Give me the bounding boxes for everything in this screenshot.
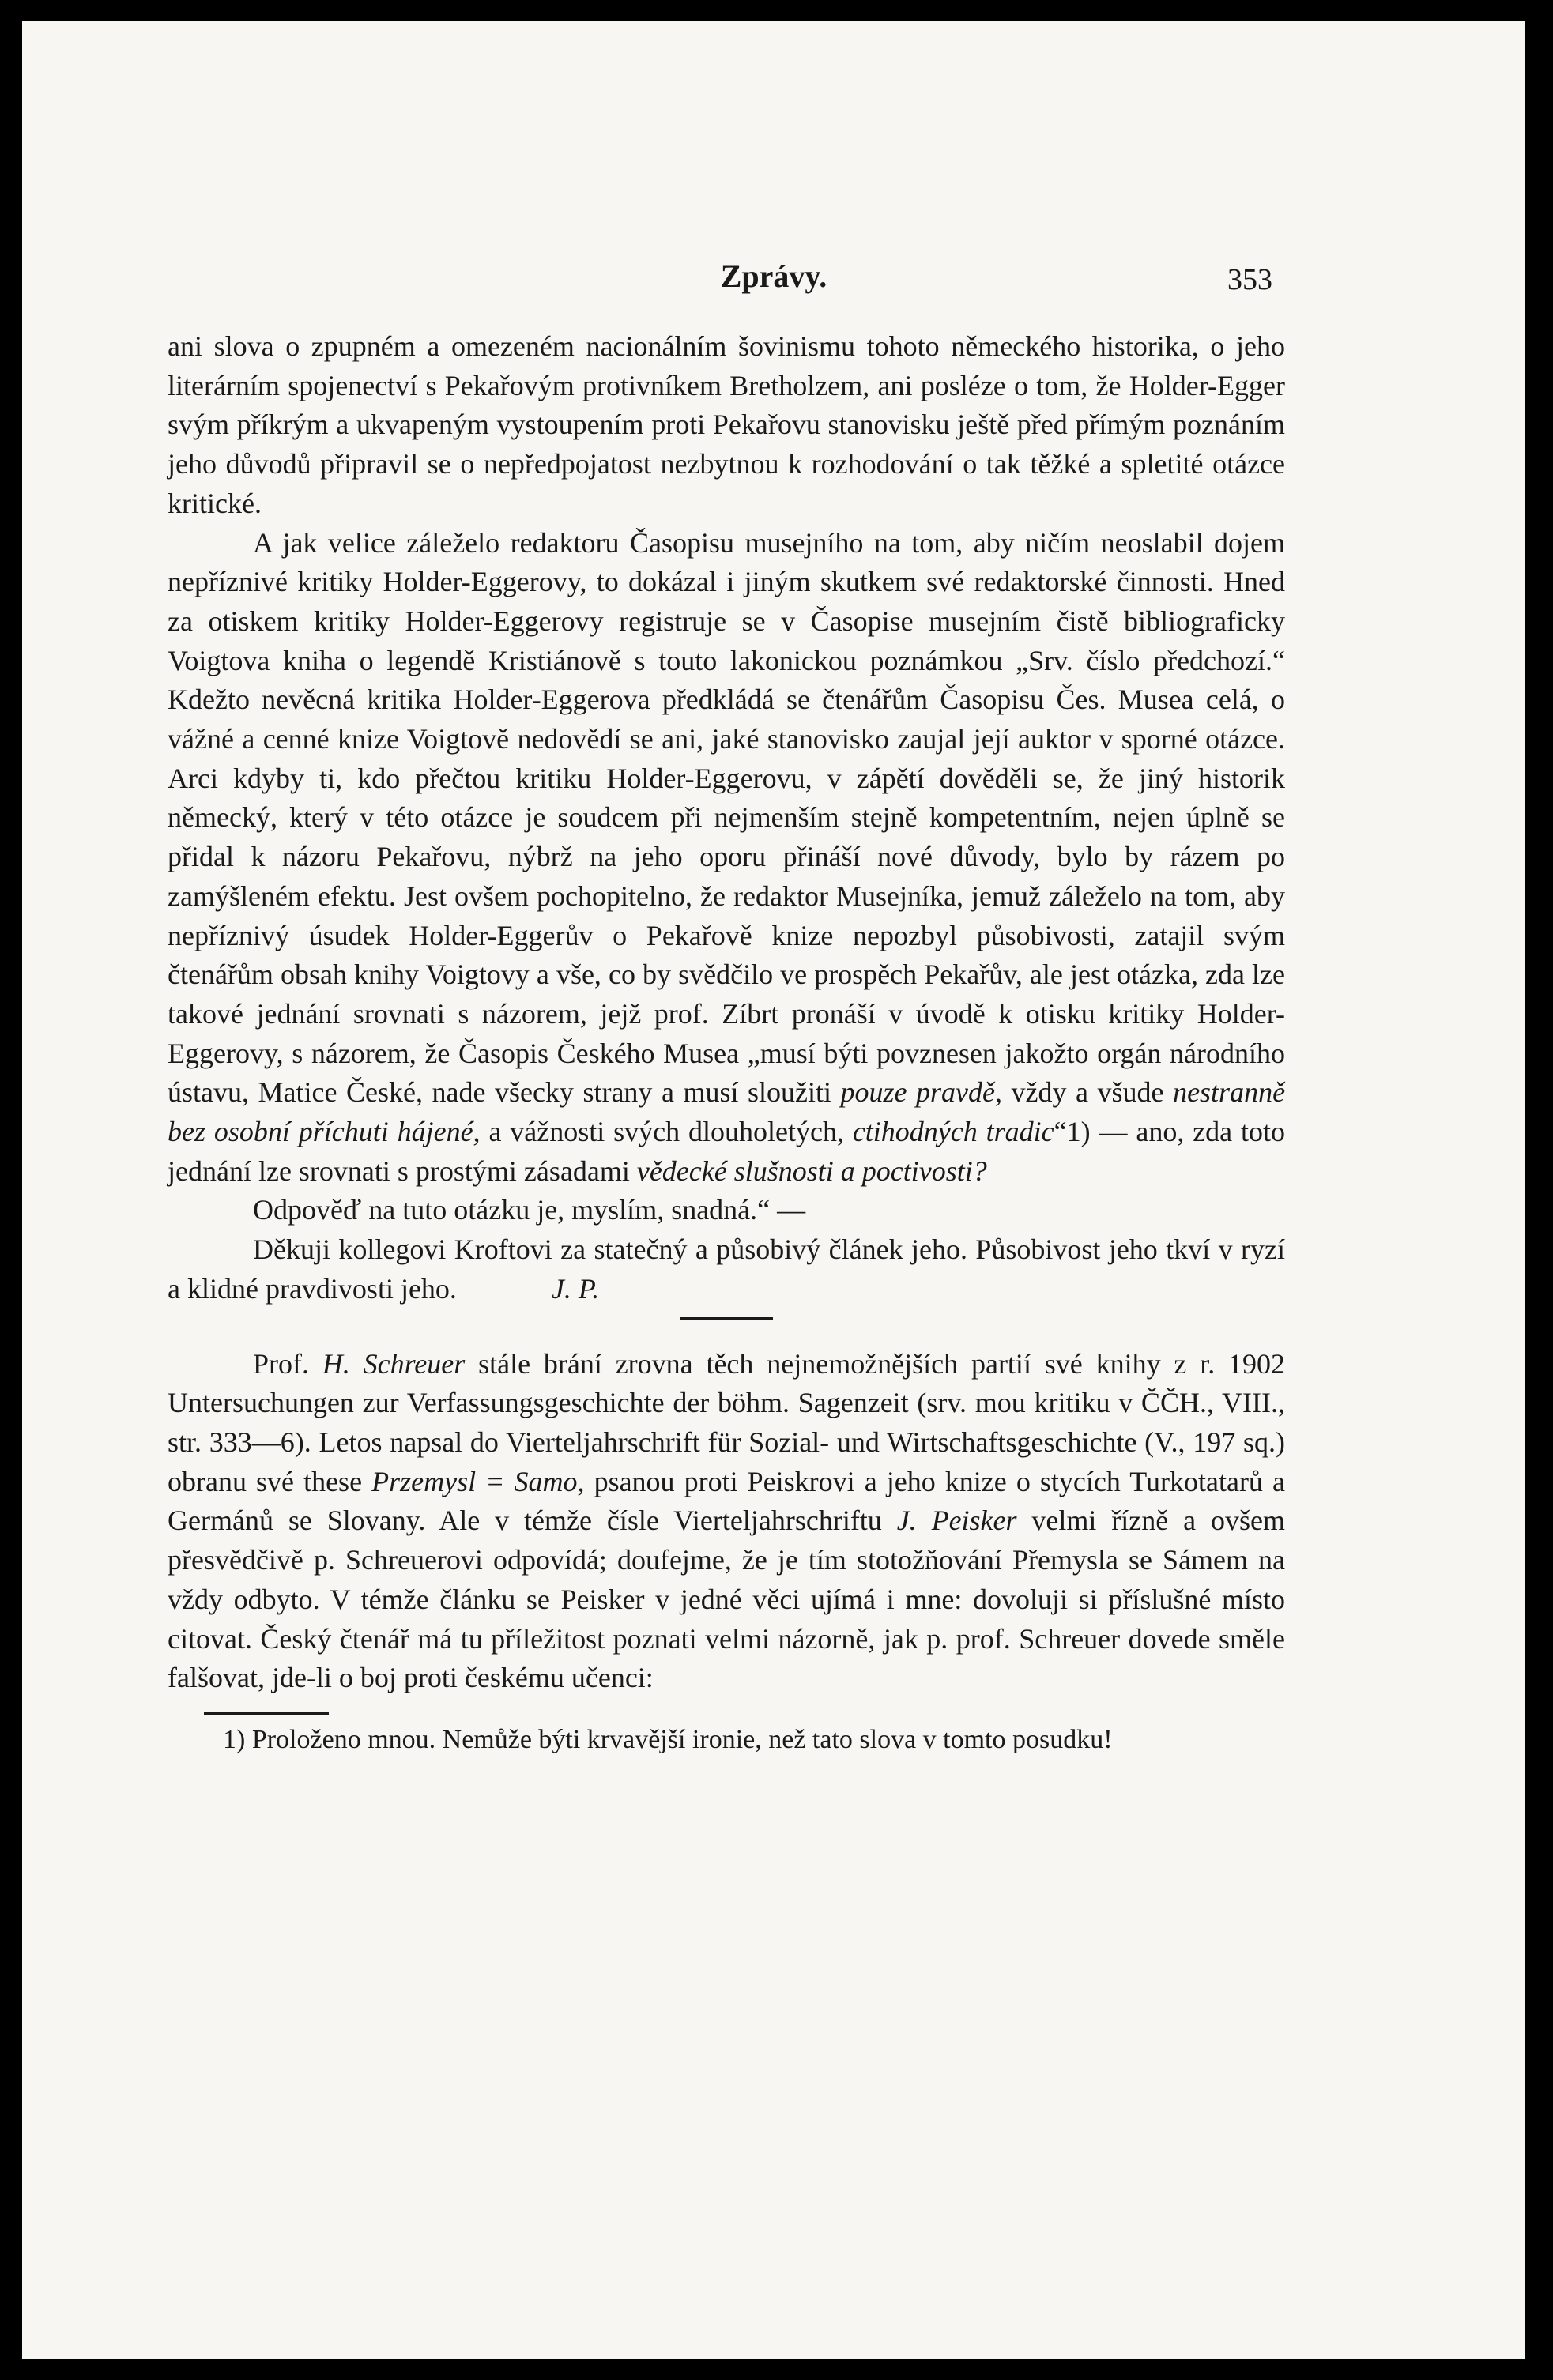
running-head: Zprávy. [720, 258, 827, 294]
paragraph-2-text-c: a vážnosti svých dlouholetých, [488, 1116, 844, 1148]
author-schreuer: H. Schreuer [322, 1347, 466, 1380]
quote-emphasis-tradic: ctihodných tradic [852, 1116, 1054, 1148]
paragraph-2-text-b: vždy a všude [1011, 1076, 1164, 1109]
author-peisker: J. Peisker [896, 1504, 1017, 1537]
body-text [168, 327, 1285, 1758]
footnote-text: Proloženo mnou. Nemůže býti krvavější ironie, než tato slova v tomto posudku! [251, 1724, 1113, 1754]
quote-emphasis-slusnosti: vědecké slušnosti a poctivosti? [636, 1154, 987, 1187]
footnote-marker: 1) [223, 1724, 246, 1754]
paragraph-4-text: Děkuji kollegovi Kroftovi za statečný a působivý článek jeho. Působivost jeho tkví v ryzí a klidné pravdivosti jeho. [168, 1233, 1285, 1305]
signature: J. P. [551, 1272, 600, 1305]
paragraph-5-text-a: Prof. [253, 1347, 309, 1380]
paragraph-2-text-a: A jak velice záleželo redaktoru Časopisu musejního na tom, aby ničím neoslabil dojem nepříznivé kritiky Holder-Eggerovy, to dokázal i jiným skutkem své redaktorské činnosti. Hned za otiskem kritiky Holder-Eggerovy registruje se v Časopise musejním čistě bibliograficky Voigtova kniha o legendě Kristiánově s touto lakonickou poznámkou „Srv. číslo předchozí.“ Kdežto nevěcná kritika Holder-Eggerova předkládá se čtenářům Časopisu Čes. Musea celá, o vážné a cenné knize Voigtově nedovědí se ani, jaké stanovisko zaujal její auktor v sporné otázce. Arci kdyby ti, kdo přečtou kritiku Holder-Eggerovu, v zápětí dověděli se, že jiný historik německý, který v této otázce je soudcem při nejmenším stejně kompetentním, nejen úplně se přidal k názoru Pekařovu, nýbrž na jeho oporu přináší nové důvody, bylo by rázem po zamýšleném efektu. Jest ovšem pochopitelno, že redaktor Musejníka, jemuž záleželo na tom, aby nepříznivý úsudek Holder-Eggerův o Pekařově knize nepozbyl působivosti, zatajil svým čtenářům obsah knihy Voigtovy a vše, co by svědčilo ve prospěch Pekařův, ale jest otázka, zda lze takové jednání srovnati s názorem, jejž prof. Zíbrt pronáší v úvodě k otisku kritiky Holder-Eggerovy, s názorem, že Časopis Českého Musea „musí býti povznesen jakožto orgán národního ústavu, Matice České, nade všecky strany a musí sloužiti [168, 526, 1285, 1109]
paragraph-5 [168, 1345, 1285, 1698]
paragraph-2-text-d: — ano, zda toto jednání lze srovnati s prostými zásadami [168, 1116, 1286, 1187]
paragraph-2 [168, 524, 1285, 1192]
quote-emphasis-nestranne: nestranně bez osobní příchuti hájené, [168, 1076, 1286, 1148]
quote-emphasis-pravde: pouze pravdě, [840, 1076, 1002, 1109]
page-header [22, 258, 1525, 305]
page-number: 353 [1227, 263, 1272, 296]
page [22, 21, 1525, 2359]
paragraph-1: ani slova o zpupném a omezeném nacionálním šovinismu tohoto německého historika, o jeho literárním spojenectví s Pekařovým protivníkem Bretholzem, ani posléze o tom, že Holder-Egger svým příkrým a ukvapeným vystoupením proti Pekařovu stanovisku ještě před přímým poznáním jeho důvodů připravil se o nepředpojatost nezbytnou k rozhodování o tak těžké a spletité otázce kritické. [168, 330, 1285, 519]
paragraph-5-text-c: psanou proti Peiskrovi a jeho knize o stycích Turkotatarů a Germánů se Slovany. Ale v témže čísle Vierteljahrschriftu [168, 1465, 1285, 1537]
paragraph-4 [168, 1230, 1285, 1309]
paragraph-3: Odpověď na tuto otázku je, myslím, snadná.“ — [253, 1194, 806, 1226]
paragraph-5-text-d: velmi řízně a ovšem přesvědčivě p. Schreuerovi odpovídá; doufejme, že je tím stotožňování Přemysla se Sámem na vždy odbyto. V témže článku se Peisker v jedné věci ujímá i mne: dovoluji si příslušné místo citovat. Český čtenář má tu příležitost poznati velmi názorně, jak p. prof. Schreuer dovede směle falšovat, jde-li o boj proti českému učenci: [168, 1504, 1285, 1694]
thesis-title: Przemysl = Samo, [371, 1465, 585, 1497]
footnote [168, 1721, 1285, 1758]
footnote-divider [204, 1712, 329, 1715]
section-divider [680, 1317, 773, 1320]
paragraph-5-text-b: stále brání zrovna těch nejnemožnějších partií své knihy z r. 1902 Untersuchungen zur Verfassungsgeschichte der böhm. Sagenzeit (srv. mou kritiku v ČČH., VIII., str. 333—6). Letos napsal do Vierteljahrschrift für Sozial- und Wirtschaftsgeschichte (V., 197 sq.) obranu své these [168, 1347, 1286, 1497]
footnote-reference: “1) [1054, 1116, 1091, 1148]
